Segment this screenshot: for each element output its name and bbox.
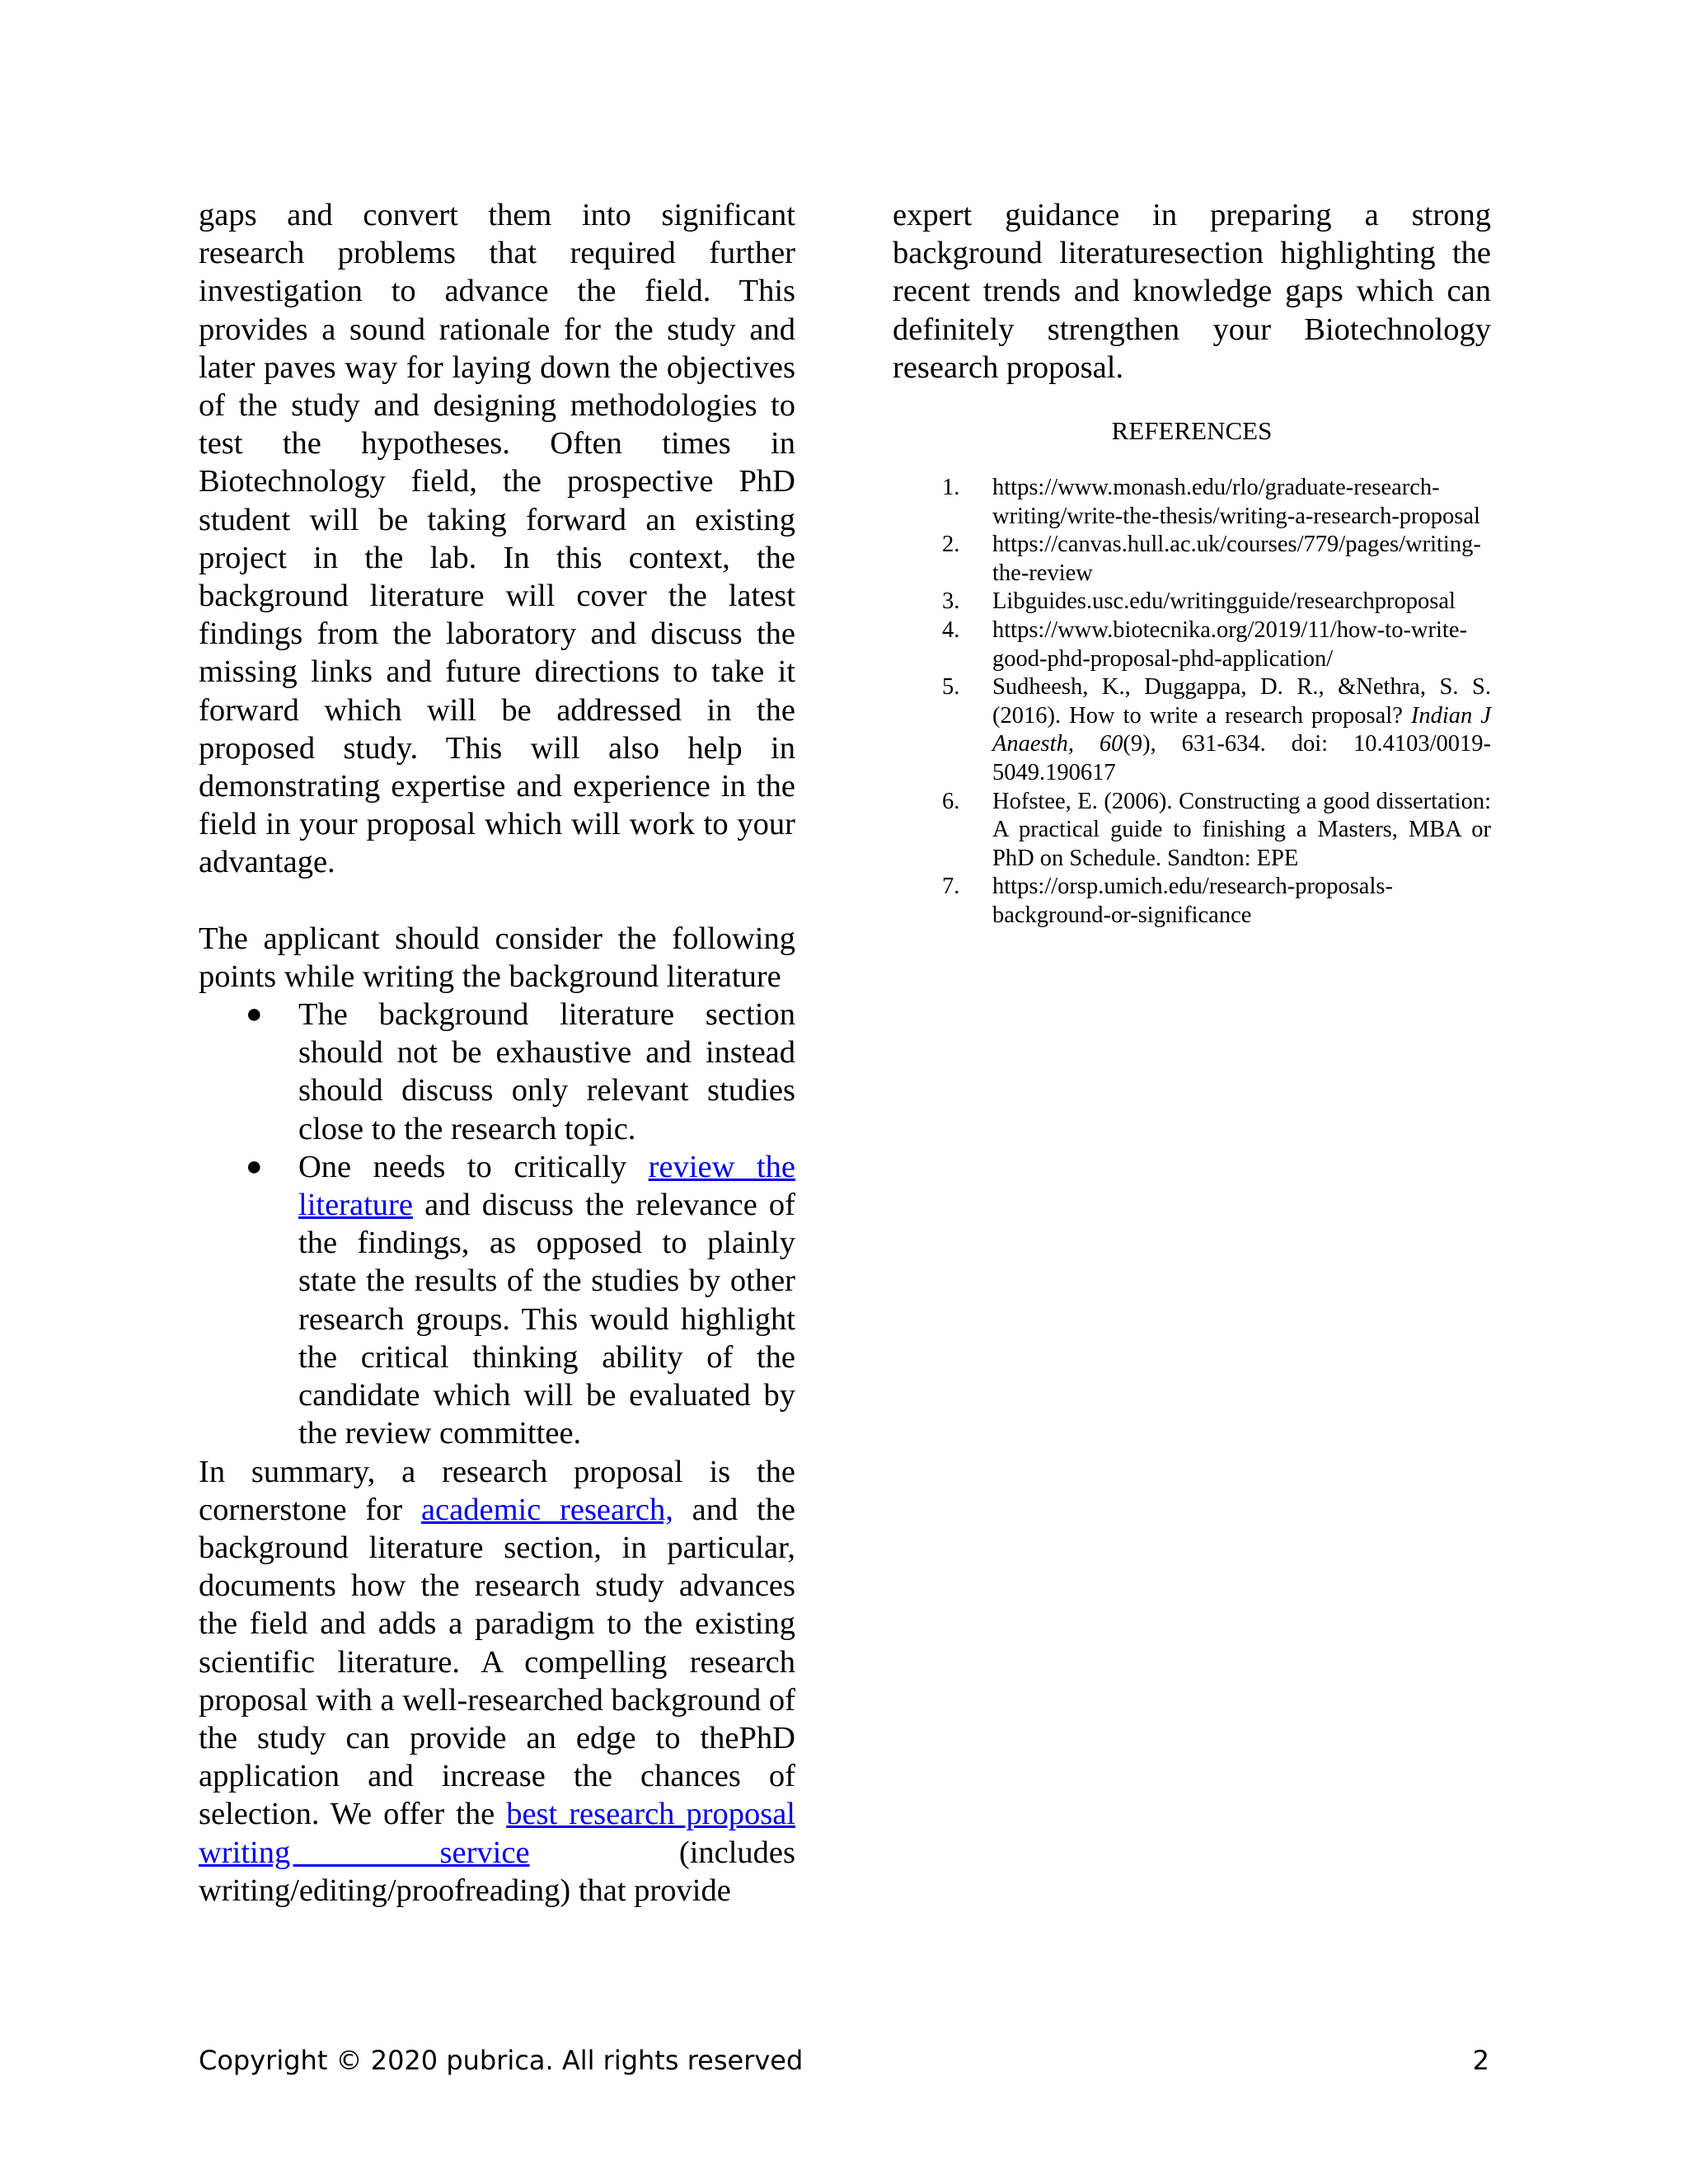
bullet-text: The background literature section should not be exhaustive and instead should discuss only relevant studies close to the research topic. xyxy=(298,997,795,1146)
bullet-list xyxy=(199,996,795,1452)
reference-text: (9), 631-634. doi: 10.4103/0019-5049.190617 xyxy=(992,731,1491,785)
reference-text: https://www.monash.edu/rlo/graduate-research-writing/write-the-thesis/writing-a-research-proposal xyxy=(992,475,1480,529)
reference-number: 3. xyxy=(942,588,960,615)
reference-journal: Indian J Anaesth, 60 xyxy=(992,702,1491,757)
reference-number: 2. xyxy=(942,532,960,558)
bullet-icon: ● xyxy=(246,1151,263,1182)
reference-item xyxy=(893,588,1491,616)
bullet-item xyxy=(199,1148,795,1453)
reference-number: 5. xyxy=(942,674,960,701)
reference-number: 6. xyxy=(942,788,960,814)
reference-number: 1. xyxy=(942,475,960,501)
reference-text: https://www.biotecnika.org/2019/11/how-to-write-good-phd-proposal-phd-application/ xyxy=(992,616,1467,672)
page-number: 2 xyxy=(1472,2045,1489,2076)
reference-text: https://canvas.hull.ac.uk/courses/779/pages/writing-the-review xyxy=(992,532,1481,586)
reference-number: 4. xyxy=(942,616,960,643)
reference-item xyxy=(893,616,1491,673)
academic-research-link[interactable]: academic research, xyxy=(420,1492,673,1527)
review-the-literature-link[interactable]: review the literature xyxy=(298,1149,795,1223)
body-paragraph: The applicant should consider the following points while writing the background literature xyxy=(199,921,795,994)
bullet-text: and discuss the relevance of the findings, as opposed to plainly state the results of the studies by other research groups. This would highlight the critical thinking ability of the candidate which will be evaluated by the review committee. xyxy=(298,1188,795,1451)
reference-item xyxy=(893,673,1491,787)
summary-text: (includes writing/editing/proofreading) that provide xyxy=(199,1835,796,1908)
reference-number: 7. xyxy=(942,874,960,900)
references-heading: REFERENCES xyxy=(1111,416,1273,446)
research-proposal-service-link[interactable]: best research proposal writing service xyxy=(199,1797,795,1870)
left-column xyxy=(199,196,795,1910)
right-column xyxy=(893,196,1491,930)
body-paragraph: gaps and convert them into significant research problems that required further investigation to advance the field. This provides a sound rationale for the study and later paves way for laying down the objectives of the study and designing methodologies to test the hypotheses. Often times in Biotechnology field, the prospective PhD student will be taking forward an existing project in the lab. In this context, the background literature will cover the latest findings from the laboratory and discuss the missing links and future directions to take it forward which will be addressed in the proposed study. This will also help in demonstrating expertise and experience in the field in your proposal which will work to your advantage. xyxy=(199,198,795,880)
copyright-text: Copyright © 2020 pubrica. All rights reserved xyxy=(199,2045,804,2076)
reference-text: Libguides.usc.edu/writingguide/researchproposal xyxy=(992,588,1456,615)
reference-item xyxy=(893,873,1491,930)
reference-text: Sudheesh, K., Duggappa, D. R., &Nethra, S. S. (2016). How to write a research proposal? xyxy=(992,674,1491,729)
references-list xyxy=(893,474,1491,930)
bullet-text: One needs to critically xyxy=(298,1149,649,1184)
summary-paragraph xyxy=(199,1453,795,1910)
reference-item xyxy=(893,474,1491,531)
paragraph-spacer xyxy=(199,882,795,920)
summary-text: In summary, a research proposal is the cornerstone for xyxy=(199,1454,795,1527)
reference-text: https://orsp.umich.edu/research-proposals-background-or-significance xyxy=(992,874,1393,928)
reference-item xyxy=(893,531,1491,588)
reference-text: Hofstee, E. (2006). Constructing a good dissertation: A practical guide to finishing a Masters, MBA or PhD on Schedule. Sandton: EPE xyxy=(992,788,1491,871)
bullet-item xyxy=(199,996,795,1148)
body-paragraph: expert guidance in preparing a strong background literaturesection highlighting the recent trends and knowledge gaps which can definitely strengthen your Biotechnology research proposal. xyxy=(893,198,1491,385)
reference-item xyxy=(893,788,1491,874)
summary-text: and the background literature section, in particular, documents how the research study advances the field and adds a paradigm to the existing scientific literature. A compelling research proposal with a well-researched background of the study can provide an edge to thePhD application and increase the chances of selection. We offer the xyxy=(199,1492,796,1832)
page-footer xyxy=(199,2044,1489,2077)
bullet-icon: ● xyxy=(246,999,263,1030)
